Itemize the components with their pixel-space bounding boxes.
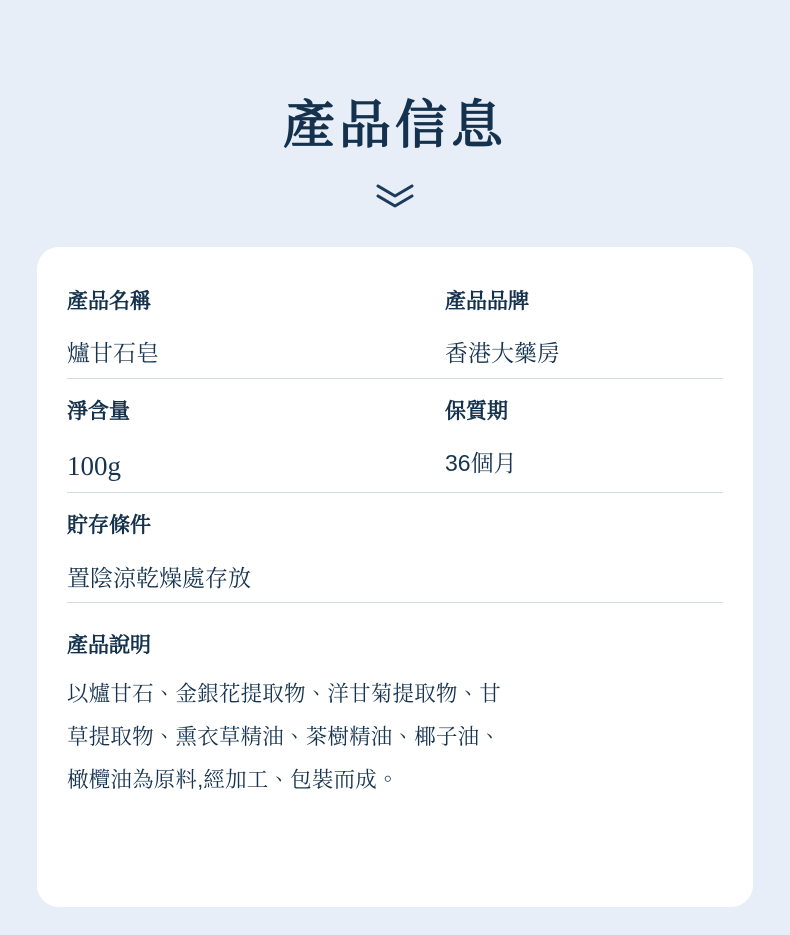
net-content-label: 淨含量 [67, 399, 130, 423]
table-row [67, 379, 723, 494]
product-description-label: 產品說明 [67, 634, 151, 658]
product-brand-cell [395, 269, 723, 368]
net-content-value: 100g [67, 450, 121, 481]
product-description-line-1: 以爐甘石、金銀花提取物、洋甘菊提取物、甘 [67, 682, 502, 707]
product-name-cell [67, 269, 395, 368]
chevron-double-down-icon [0, 181, 790, 215]
table-row [67, 269, 723, 379]
product-description-line-3: 橄欖油為原料,經加工、包裝而成。 [67, 768, 399, 793]
shelf-life-cell [395, 379, 723, 483]
chevron-icon [0, 181, 790, 211]
page-title: 產品信息 [282, 97, 507, 155]
storage-condition-label: 貯存條件 [67, 514, 151, 538]
shelf-life-value: 36個月 [445, 449, 517, 476]
storage-condition-cell [67, 493, 723, 592]
product-description-block [67, 603, 723, 802]
product-brand-value: 香港大藥房 [445, 340, 560, 367]
product-brand-label: 產品品牌 [445, 290, 529, 313]
product-name-value: 爐甘石皂 [67, 340, 159, 367]
storage-condition-value: 置陰涼乾燥處存放 [67, 564, 251, 591]
net-content-cell [67, 379, 395, 483]
shelf-life-label: 保質期 [445, 399, 508, 423]
product-description-line-2: 草提取物、熏衣草精油、茶樹精油、椰子油、 [67, 725, 502, 750]
table-row [67, 493, 723, 603]
product-name-label: 產品名稱 [67, 290, 151, 313]
product-info-card [37, 247, 753, 907]
